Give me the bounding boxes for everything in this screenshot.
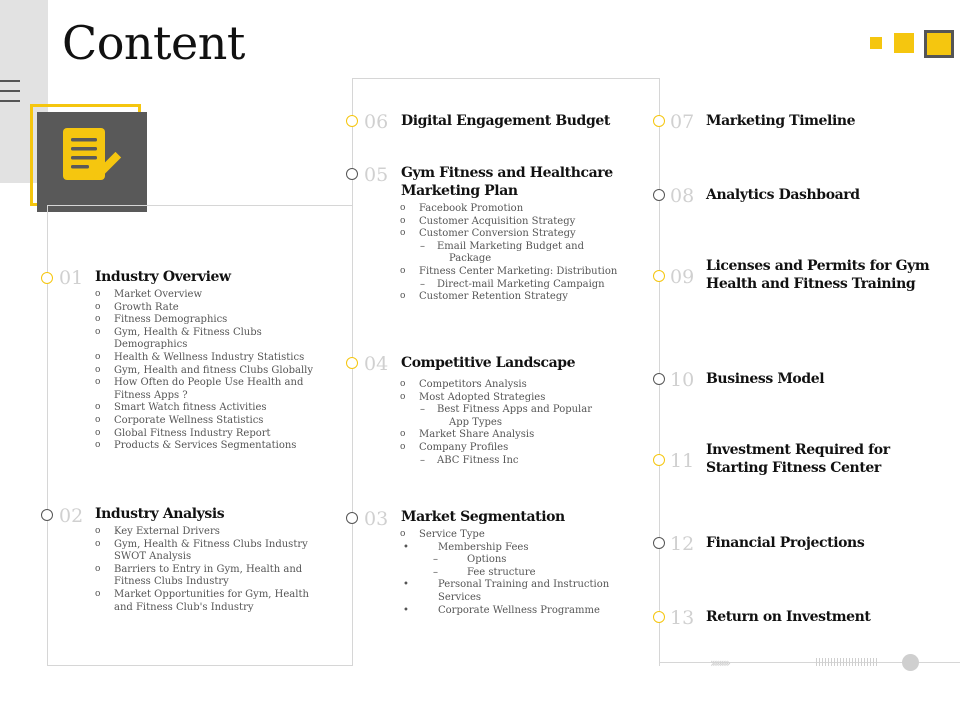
section-marker (653, 189, 665, 201)
section-items (400, 203, 645, 304)
list-item-continued: Services (438, 591, 482, 603)
section-marker (41, 509, 53, 521)
list-item: o Facebook Promotion (400, 203, 645, 216)
list-subitem: – Direct-mail Marketing Campaign (400, 279, 645, 292)
section-number: 04 (364, 353, 389, 375)
small-square-icon (870, 37, 882, 49)
section-marker (41, 272, 53, 284)
document-edit-icon (61, 126, 123, 196)
list-item: o Customer Retention Strategy (400, 291, 645, 304)
list-subsubitem: – Options (400, 554, 645, 567)
list-item: o Gym, Health & Fitness Clubs Industry (95, 539, 335, 552)
section-marker (653, 115, 665, 127)
section-marker (346, 115, 358, 127)
section-marker (653, 537, 665, 549)
list-item: o Corporate Wellness Statistics (95, 415, 335, 428)
list-item: o Smart Watch fitness Activities (95, 402, 335, 415)
footer-decoration (710, 654, 930, 672)
section-heading[interactable]: Industry Analysis (95, 506, 225, 522)
list-item: o Global Fitness Industry Report (95, 428, 335, 441)
list-item: o Fitness Demographics (95, 314, 335, 327)
corner-squares-decoration (870, 30, 960, 60)
section-marker (653, 270, 665, 282)
list-item-continued: and Fitness Club's Industry (114, 601, 254, 613)
section-heading[interactable]: Financial Projections (706, 535, 865, 551)
list-item: o Gym, Health & Fitness Clubs (95, 327, 335, 340)
section-number: 12 (670, 533, 695, 555)
section-number: 13 (670, 607, 695, 629)
list-subitem: – Email Marketing Budget and (400, 241, 645, 254)
hamburger-menu-icon[interactable] (0, 80, 20, 106)
section-number: 09 (670, 266, 695, 288)
list-item: o Company Profiles (400, 442, 645, 455)
section-heading[interactable]: Competitive Landscape (401, 355, 576, 371)
list-item: o Market Opportunities for Gym, Health (95, 589, 335, 602)
chevrons-icon: ›››››››››› (710, 656, 728, 670)
section-heading[interactable]: Marketing Timeline (706, 113, 856, 129)
section-number: 02 (59, 505, 84, 527)
section-number: 03 (364, 508, 389, 530)
hatch-bar (816, 658, 878, 666)
section-heading[interactable]: Return on Investment (706, 609, 871, 625)
section-items (400, 529, 645, 617)
medium-square-icon (894, 33, 914, 53)
list-subitem: – ABC Fitness Inc (400, 455, 645, 468)
section-items (400, 379, 645, 467)
list-subitem: – Best Fitness Apps and Popular (400, 404, 645, 417)
section-marker (653, 454, 665, 466)
section-heading[interactable]: Digital Engagement Budget (401, 113, 610, 129)
section-number: 11 (670, 450, 695, 472)
section-heading-line: Gym Fitness and Healthcare (401, 165, 613, 181)
list-item-continued: App Types (449, 416, 502, 428)
list-item: o Customer Acquisition Strategy (400, 216, 645, 229)
list-item: o Service Type (400, 529, 645, 542)
circle-icon (902, 654, 919, 671)
list-subitem: • Membership Fees (400, 542, 645, 555)
list-subsubitem: – Fee structure (400, 567, 645, 580)
list-item: o Most Adopted Strategies (400, 392, 645, 405)
list-item-continued: SWOT Analysis (114, 551, 192, 563)
page-title: Content (62, 16, 245, 70)
list-item: o How Often do People Use Health and (95, 377, 335, 390)
section-marker (653, 611, 665, 623)
section-number: 08 (670, 185, 695, 207)
section-number: 01 (59, 267, 84, 289)
list-subitem: • Corporate Wellness Programme (400, 605, 645, 618)
list-item: o Gym, Health and fitness Clubs Globally (95, 365, 335, 378)
section-number: 06 (364, 111, 389, 133)
list-item: o Customer Conversion Strategy (400, 228, 645, 241)
section-heading[interactable]: Business Model (706, 371, 825, 387)
section-heading[interactable]: Analytics Dashboard (706, 187, 860, 203)
document-icon-box (37, 112, 147, 212)
large-square-icon (924, 30, 954, 58)
list-item: o Key External Drivers (95, 526, 335, 539)
section-heading-line: Starting Fitness Center (706, 460, 881, 476)
section-number: 05 (364, 164, 389, 186)
section-marker (346, 168, 358, 180)
list-item: o Barriers to Entry in Gym, Health and (95, 564, 335, 577)
list-item: o Competitors Analysis (400, 379, 645, 392)
section-items (95, 289, 335, 453)
list-item-continued: Fitness Clubs Industry (114, 576, 229, 588)
list-item: o Growth Rate (95, 302, 335, 315)
list-item: o Products & Services Segmentations (95, 440, 335, 453)
section-heading[interactable] (706, 257, 946, 293)
list-item: o Health & Wellness Industry Statistics (95, 352, 335, 365)
list-subitem: • Personal Training and Instruction (400, 579, 645, 592)
section-heading[interactable]: Market Segmentation (401, 509, 565, 525)
list-item-continued: Demographics (114, 339, 188, 351)
section-heading[interactable] (706, 441, 946, 477)
section-heading[interactable]: Industry Overview (95, 269, 231, 285)
section-marker (346, 357, 358, 369)
section-heading-line: Investment Required for (706, 442, 890, 458)
section-heading[interactable] (401, 164, 641, 200)
list-item: o Market Share Analysis (400, 429, 645, 442)
list-item-continued: Package (449, 253, 492, 265)
list-item: o Fitness Center Marketing: Distribution (400, 266, 645, 279)
section-number: 10 (670, 369, 695, 391)
list-item-continued: Fitness Apps ? (114, 389, 188, 401)
section-heading-line: Licenses and Permits for Gym (706, 258, 930, 274)
section-number: 07 (670, 111, 695, 133)
section-heading-line: Health and Fitness Training (706, 276, 916, 292)
section-marker (346, 512, 358, 524)
list-item: o Market Overview (95, 289, 335, 302)
section-heading-line: Marketing Plan (401, 183, 518, 199)
section-items (95, 526, 335, 614)
section-marker (653, 373, 665, 385)
